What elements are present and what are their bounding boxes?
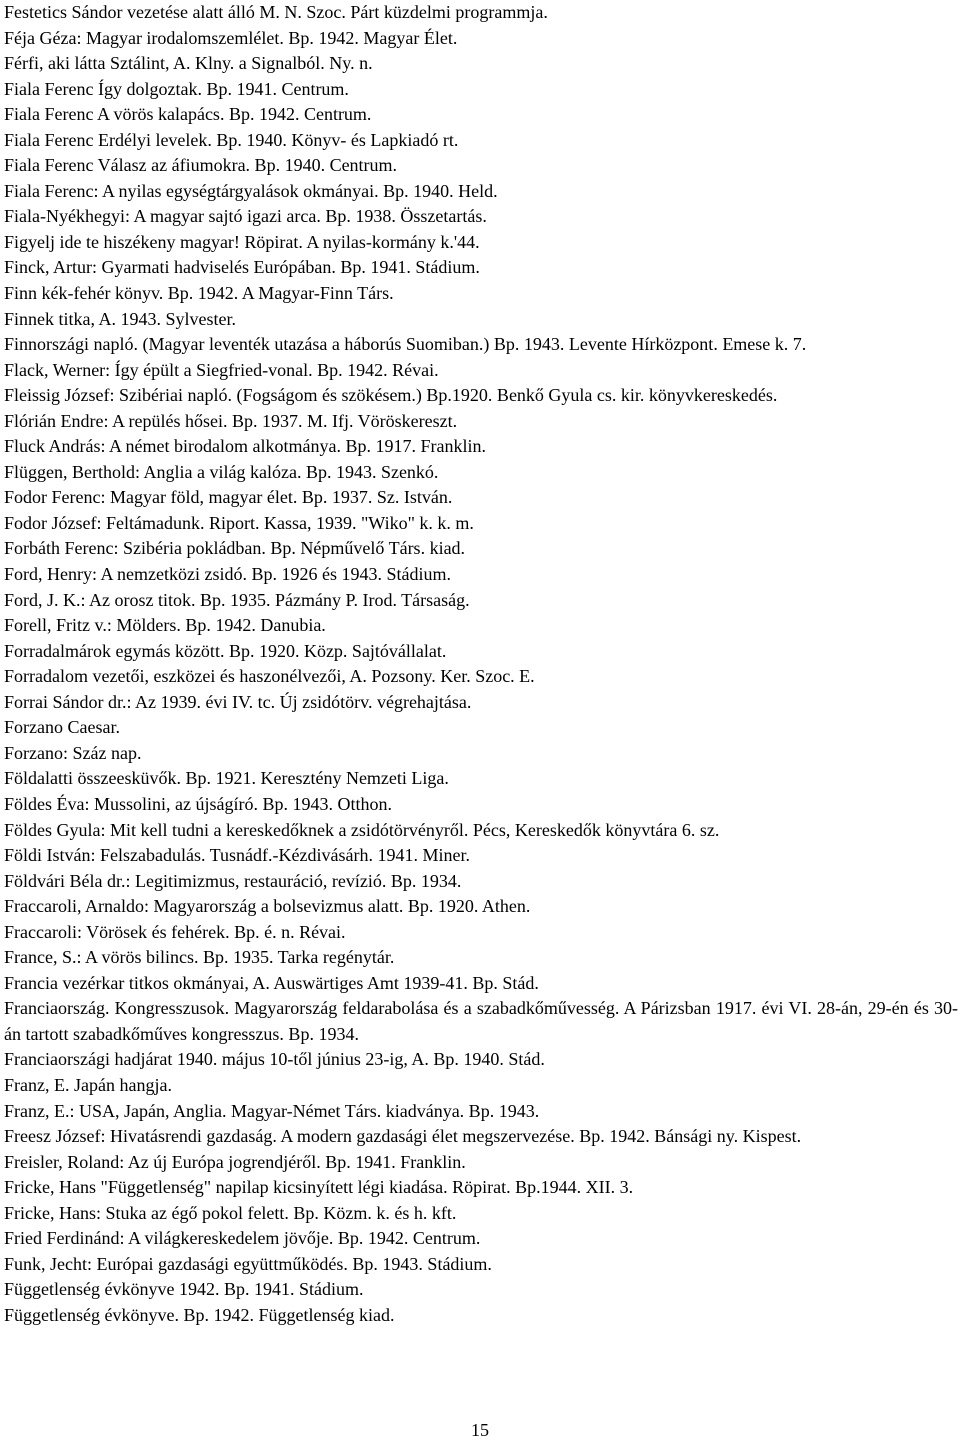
bibliography-entry: Finck, Artur: Gyarmati hadviselés Európában. Bp. 1941. Stádium. (4, 257, 480, 278)
bibliography-entry: Fraccaroli, Arnaldo: Magyarország a bolsevizmus alatt. Bp. 1920. Athen. (4, 896, 531, 917)
bibliography-entry: Figyelj ide te hiszékeny magyar! Röpirat. A nyilas-kormány k.'44. (4, 231, 480, 252)
bibliography-entry: Földalatti összeesküvők. Bp. 1921. Keresztény Nemzeti Liga. (4, 768, 449, 789)
bibliography-entry: Fleissig József: Szibériai napló. (Fogságom és szökésem.) Bp.1920. Benkő Gyula cs. kir. könyvkereskedés. (4, 385, 778, 406)
bibliography-entry: Forell, Fritz v.: Mölders. Bp. 1942. Danubia. (4, 615, 326, 636)
bibliography-entry: Fried Ferdinánd: A világkereskedelem jövője. Bp. 1942. Centrum. (4, 1228, 481, 1249)
bibliography-entry: Forrai Sándor dr.: Az 1939. évi IV. tc. Új zsidótörv. végrehajtása. (4, 691, 472, 712)
bibliography-entry: Férfi, aki látta Sztálint, A. Klny. a Signalból. Ny. n. (4, 53, 373, 74)
bibliography-entry: Flórián Endre: A repülés hősei. Bp. 1937. M. Ifj. Vöröskereszt. (4, 410, 458, 431)
bibliography-entry: Fiala Ferenc A vörös kalapács. Bp. 1942. Centrum. (4, 104, 372, 125)
bibliography-entry: Földes Gyula: Mit kell tudni a kereskedőknek a zsidótörvényről. Pécs, Kereskedők könyvtára 6. sz. (4, 819, 720, 840)
bibliography-entry: Franz, E.: USA, Japán, Anglia. Magyar-Német Társ. kiadványa. Bp. 1943. (4, 1100, 540, 1121)
bibliography-entry: Flack, Werner: Így épült a Siegfried-vonal. Bp. 1942. Révai. (4, 359, 439, 380)
bibliography-entry: Finnek titka, A. 1943. Sylvester. (4, 308, 236, 329)
bibliography-entry: Finnországi napló. (Magyar leventék utazása a háborús Suomiban.) Bp. 1943. Levente Hírközpont. Emese k. 7. (4, 334, 807, 355)
bibliography-entry: France, S.: A vörös bilincs. Bp. 1935. Tarka regénytár. (4, 947, 395, 968)
bibliography-entry: Franz, E. Japán hangja. (4, 1074, 172, 1095)
bibliography-entry: Flüggen, Berthold: Anglia a világ kalóza. Bp. 1943. Szenkó. (4, 461, 439, 482)
bibliography-list (4, 0, 958, 1328)
bibliography-entry: Forzano: Száz nap. (4, 742, 142, 763)
bibliography-entry: Forbáth Ferenc: Szibéria pokládban. Bp. Népművelő Társ. kiad. (4, 538, 466, 559)
bibliography-entry: Fiala Ferenc Erdélyi levelek. Bp. 1940. Könyv- és Lapkiadó rt. (4, 129, 459, 150)
page-number: 15 (471, 1420, 489, 1440)
bibliography-entry: Funk, Jecht: Európai gazdasági együttműködés. Bp. 1943. Stádium. (4, 1253, 492, 1274)
bibliography-entry: Forradalom vezetői, eszközei és haszonélvezői, A. Pozsony. Ker. Szoc. E. (4, 666, 535, 687)
bibliography-entry: Freisler, Roland: Az új Európa jogrendjéről. Bp. 1941. Franklin. (4, 1151, 466, 1172)
bibliography-entry: Francia vezérkar titkos okmányai, A. Auswärtiges Amt 1939-41. Bp. Stád. (4, 972, 539, 993)
bibliography-entry: Féja Géza: Magyar irodalomszemlélet. Bp. 1942. Magyar Élet. (4, 27, 458, 48)
bibliography-entry: Finn kék-fehér könyv. Bp. 1942. A Magyar-Finn Társ. (4, 283, 394, 304)
bibliography-entry: Fricke, Hans: Stuka az égő pokol felett. Bp. Közm. k. és h. kft. (4, 1202, 457, 1223)
bibliography-entry: Freesz József: Hivatásrendi gazdaság. A modern gazdasági élet megszervezése. Bp. 1942. Bánsági ny. Kispest. (4, 1126, 802, 1147)
bibliography-entry: Forradalmárok egymás között. Bp. 1920. Közp. Sajtóvállalat. (4, 640, 447, 661)
bibliography-entry: Fiala Ferenc Válasz az áfiumokra. Bp. 1940. Centrum. (4, 155, 398, 176)
bibliography-entry: Forzano Caesar. (4, 717, 120, 738)
bibliography-entry: Földes Éva: Mussolini, az újságíró. Bp. 1943. Otthon. (4, 793, 392, 814)
bibliography-entry: Fluck András: A német birodalom alkotmánya. Bp. 1917. Franklin. (4, 436, 486, 457)
bibliography-entry: Fricke, Hans "Függetlenség" napilap kicsinyített légi kiadása. Röpirat. Bp.1944. XII. 3. (4, 1177, 634, 1198)
bibliography-entry: Franciaország. Kongresszusok. Magyarország feldarabolása és a szabadkőművesség. A Párizsban 1917. évi VI. 28-án, 29-én és 30-án tartott szabadkőműves kongresszus. Bp. 1934. (4, 998, 958, 1044)
bibliography-entry: Függetlenség évkönyve. Bp. 1942. Függetlenség kiad. (4, 1304, 395, 1325)
bibliography-entry: Függetlenség évkönyve 1942. Bp. 1941. Stádium. (4, 1279, 364, 1300)
bibliography-entry: Fiala-Nyékhegyi: A magyar sajtó igazi arca. Bp. 1938. Összetartás. (4, 206, 487, 227)
bibliography-entry: Földvári Béla dr.: Legitimizmus, restauráció, revízió. Bp. 1934. (4, 870, 462, 891)
bibliography-entry: Ford, Henry: A nemzetközi zsidó. Bp. 1926 és 1943. Stádium. (4, 564, 451, 585)
bibliography-entry: Fodor Ferenc: Magyar föld, magyar élet. Bp. 1937. Sz. István. (4, 487, 453, 508)
bibliography-entry: Festetics Sándor vezetése alatt álló M. N. Szoc. Párt küzdelmi programmja. (4, 2, 548, 22)
bibliography-entry: Fiala Ferenc: A nyilas egységtárgyalások okmányai. Bp. 1940. Held. (4, 180, 498, 201)
bibliography-entry: Ford, J. K.: Az orosz titok. Bp. 1935. Pázmány P. Irod. Társaság. (4, 589, 470, 610)
bibliography-entry: Fodor József: Feltámadunk. Riport. Kassa, 1939. "Wiko" k. k. m. (4, 512, 474, 533)
bibliography-entry: Fiala Ferenc Így dolgoztak. Bp. 1941. Centrum. (4, 78, 349, 99)
bibliography-entry: Földi István: Felszabadulás. Tusnádf.-Kézdivásárh. 1941. Miner. (4, 845, 470, 866)
bibliography-entry: Fraccaroli: Vörösek és fehérek. Bp. é. n. Révai. (4, 921, 346, 942)
bibliography-entry: Franciaországi hadjárat 1940. május 10-től június 23-ig, A. Bp. 1940. Stád. (4, 1049, 545, 1070)
